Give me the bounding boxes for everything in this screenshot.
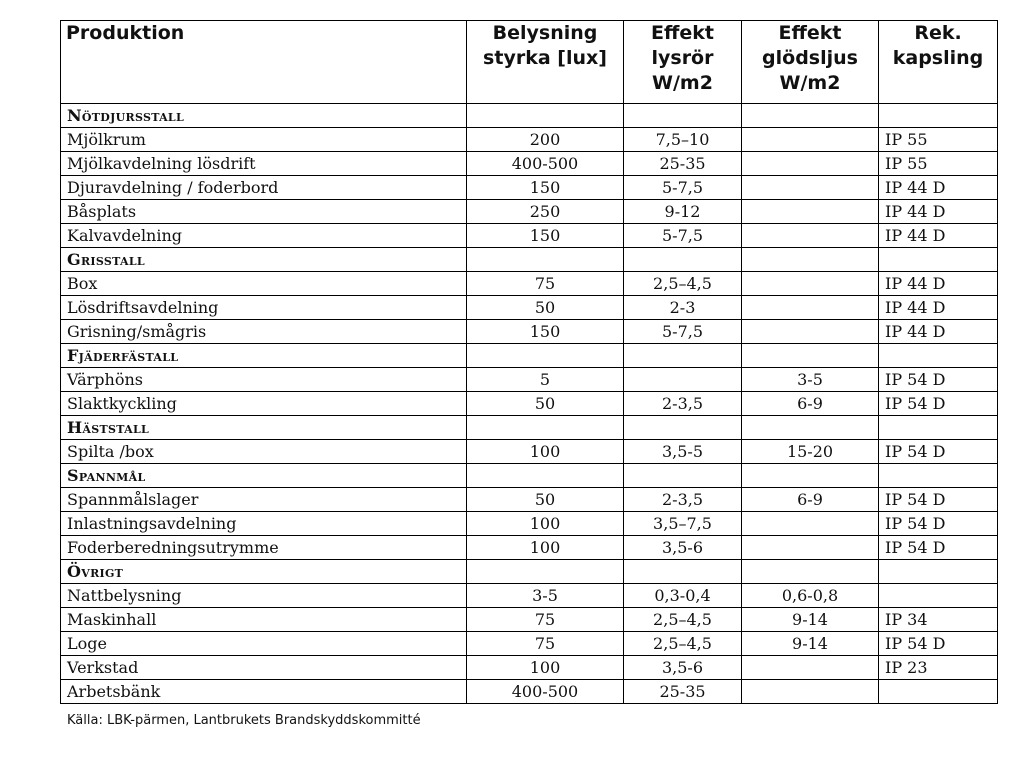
row-name: Djuravdelning / foderbord [61,176,467,200]
header-row [61,21,998,104]
fluorescent-value: 2-3,5 [624,488,742,512]
table-row [61,224,998,248]
enclosure-value: IP 44 D [879,296,998,320]
empty-cell [467,464,624,488]
lux-value: 100 [467,656,624,680]
table-row [61,152,998,176]
row-name: Lösdriftsavdelning [61,296,467,320]
fluorescent-value: 2,5–4,5 [624,632,742,656]
section-row [61,416,998,440]
incandescent-value: 9-14 [742,632,879,656]
enclosure-value: IP 23 [879,656,998,680]
incandescent-value [742,296,879,320]
row-name: Båsplats [61,200,467,224]
table-row [61,584,998,608]
enclosure-value: IP 54 D [879,536,998,560]
section-title: Grisstall [61,248,467,272]
enclosure-value [879,680,998,704]
enclosure-value: IP 54 D [879,440,998,464]
lux-value: 100 [467,536,624,560]
empty-cell [742,464,879,488]
row-name: Foderberedningsutrymme [61,536,467,560]
lighting-table [60,20,998,704]
incandescent-value [742,128,879,152]
lux-value: 400-500 [467,680,624,704]
lux-value: 50 [467,392,624,416]
section-row [61,464,998,488]
enclosure-value: IP 54 D [879,488,998,512]
table-row [61,536,998,560]
section-row [61,104,998,128]
row-name: Spilta /box [61,440,467,464]
enclosure-value: IP 44 D [879,176,998,200]
lux-value: 3-5 [467,584,624,608]
lux-value: 150 [467,224,624,248]
header-incandescent-power: Effekt glödsljus W/m2 [742,21,879,104]
fluorescent-value: 3,5–7,5 [624,512,742,536]
fluorescent-value: 2-3,5 [624,392,742,416]
empty-cell [467,416,624,440]
empty-cell [742,344,879,368]
fluorescent-value: 7,5–10 [624,128,742,152]
table-row [61,392,998,416]
empty-cell [879,464,998,488]
enclosure-value: IP 44 D [879,200,998,224]
enclosure-value: IP 54 D [879,632,998,656]
section-row [61,248,998,272]
enclosure-value: IP 54 D [879,512,998,536]
enclosure-value: IP 54 D [879,392,998,416]
table-row [61,200,998,224]
lux-value: 5 [467,368,624,392]
row-name: Arbetsbänk [61,680,467,704]
row-name: Slaktkyckling [61,392,467,416]
row-name: Nattbelysning [61,584,467,608]
table-row [61,440,998,464]
enclosure-value [879,584,998,608]
empty-cell [467,560,624,584]
section-title: Övrigt [61,560,467,584]
empty-cell [879,560,998,584]
incandescent-value [742,680,879,704]
enclosure-value: IP 44 D [879,272,998,296]
empty-cell [624,560,742,584]
enclosure-value: IP 44 D [879,224,998,248]
lux-value: 75 [467,272,624,296]
lux-value: 150 [467,176,624,200]
lux-value: 100 [467,440,624,464]
table-body [61,104,998,704]
empty-cell [624,344,742,368]
fluorescent-value: 5-7,5 [624,224,742,248]
row-name: Verkstad [61,656,467,680]
row-name: Spannmålslager [61,488,467,512]
lux-value: 50 [467,488,624,512]
table-row [61,128,998,152]
empty-cell [879,248,998,272]
empty-cell [624,464,742,488]
row-name: Mjölkavdelning lösdrift [61,152,467,176]
lux-value: 75 [467,608,624,632]
incandescent-value [742,512,879,536]
incandescent-value [742,272,879,296]
lux-value: 200 [467,128,624,152]
fluorescent-value: 9-12 [624,200,742,224]
empty-cell [624,416,742,440]
table-row [61,296,998,320]
empty-cell [879,344,998,368]
fluorescent-value: 3,5-5 [624,440,742,464]
incandescent-value: 9-14 [742,608,879,632]
empty-cell [742,248,879,272]
fluorescent-value: 2,5–4,5 [624,608,742,632]
fluorescent-value: 3,5-6 [624,536,742,560]
empty-cell [467,344,624,368]
enclosure-value: IP 44 D [879,320,998,344]
table-row [61,680,998,704]
table-row [61,512,998,536]
empty-cell [742,104,879,128]
table-row [61,176,998,200]
incandescent-value: 6-9 [742,392,879,416]
enclosure-value: IP 34 [879,608,998,632]
table-row [61,368,998,392]
incandescent-value [742,176,879,200]
fluorescent-value: 0,3-0,4 [624,584,742,608]
incandescent-value: 15-20 [742,440,879,464]
incandescent-value [742,224,879,248]
fluorescent-value: 5-7,5 [624,176,742,200]
incandescent-value [742,536,879,560]
row-name: Mjölkrum [61,128,467,152]
enclosure-value: IP 54 D [879,368,998,392]
table-row [61,608,998,632]
empty-cell [624,104,742,128]
lux-value: 250 [467,200,624,224]
fluorescent-value: 3,5-6 [624,656,742,680]
empty-cell [879,416,998,440]
fluorescent-value: 2-3 [624,296,742,320]
lux-value: 400-500 [467,152,624,176]
incandescent-value [742,200,879,224]
header-production: Produktion [61,21,467,104]
empty-cell [467,104,624,128]
section-row [61,560,998,584]
row-name: Kalvavdelning [61,224,467,248]
incandescent-value [742,656,879,680]
empty-cell [467,248,624,272]
empty-cell [742,560,879,584]
lux-value: 100 [467,512,624,536]
fluorescent-value: 25-35 [624,680,742,704]
lux-value: 50 [467,296,624,320]
incandescent-value: 6-9 [742,488,879,512]
source-note: Källa: LBK-pärmen, Lantbrukets Brandskyddskommitté [67,713,421,728]
fluorescent-value [624,368,742,392]
section-title: Nötdjursstall [61,104,467,128]
section-row [61,344,998,368]
enclosure-value: IP 55 [879,152,998,176]
lux-value: 150 [467,320,624,344]
empty-cell [879,104,998,128]
fluorescent-value: 25-35 [624,152,742,176]
empty-cell [624,248,742,272]
row-name: Grisning/smågris [61,320,467,344]
table-row [61,320,998,344]
table-row [61,272,998,296]
incandescent-value: 3-5 [742,368,879,392]
row-name: Box [61,272,467,296]
incandescent-value [742,152,879,176]
fluorescent-value: 5-7,5 [624,320,742,344]
section-title: Häststall [61,416,467,440]
header-lux: Belysning styrka [lux] [467,21,624,104]
table-row [61,656,998,680]
row-name: Loge [61,632,467,656]
empty-cell [742,416,879,440]
lux-value: 75 [467,632,624,656]
incandescent-value [742,320,879,344]
header-enclosure: Rek. kapsling [879,21,998,104]
fluorescent-value: 2,5–4,5 [624,272,742,296]
section-title: Spannmål [61,464,467,488]
row-name: Värphöns [61,368,467,392]
table-row [61,632,998,656]
header-fluorescent-power: Effekt lysrör W/m2 [624,21,742,104]
enclosure-value: IP 55 [879,128,998,152]
row-name: Inlastningsavdelning [61,512,467,536]
table-row [61,488,998,512]
row-name: Maskinhall [61,608,467,632]
incandescent-value: 0,6-0,8 [742,584,879,608]
section-title: Fjäderfästall [61,344,467,368]
